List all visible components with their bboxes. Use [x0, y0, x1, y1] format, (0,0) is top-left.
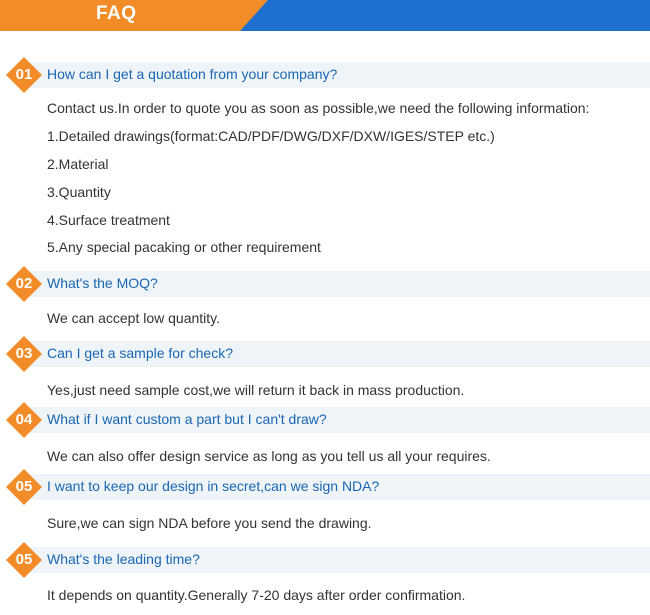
question-text: What if I want custom a part but I can't draw? — [47, 411, 327, 427]
number-badge — [6, 266, 42, 302]
answer-line: Sure,we can sign NDA before you send the drawing. — [47, 515, 372, 531]
question-text: What's the MOQ? — [47, 275, 158, 291]
answer-line: Contact us.In order to quote you as soon as possible,we need the following information: — [47, 100, 590, 116]
answer-line: Yes,just need sample cost,we will return it back in mass production. — [47, 382, 465, 398]
badge-number: 02 — [15, 275, 33, 292]
question-text: What's the leading time? — [47, 551, 200, 567]
answer-line: 2.Material — [47, 156, 109, 172]
answer-line: We can accept low quantity. — [47, 310, 221, 326]
number-badge — [6, 469, 42, 505]
answer-line: 4.Surface treatment — [47, 212, 170, 228]
faq-header — [0, 0, 650, 31]
question-text: Can I get a sample for check? — [47, 345, 233, 361]
number-badge — [6, 402, 42, 438]
number-badge — [6, 336, 42, 372]
badge-number: 03 — [15, 345, 33, 362]
badge-number: 04 — [15, 411, 33, 428]
badge-number: 01 — [15, 66, 33, 83]
badge-number: 05 — [15, 478, 33, 495]
answer-line: 5.Any special pacaking or other requirement — [47, 239, 321, 255]
answer-line: 3.Quantity — [47, 184, 111, 200]
question-text: I want to keep our design in secret,can we sign NDA? — [47, 478, 380, 494]
answer-line: We can also offer design service as long as you tell us all your requires. — [47, 448, 491, 464]
answer-line: 1.Detailed drawings(format:CAD/PDF/DWG/DXF/DXW/IGES/STEP etc.) — [47, 128, 495, 144]
answer-line: It depends on quantity.Generally 7-20 days after order confirmation. — [47, 587, 466, 603]
page-title: FAQ — [96, 3, 137, 24]
badge-number: 05 — [15, 551, 33, 568]
number-badge — [6, 542, 42, 578]
number-badge — [6, 57, 42, 93]
question-text: How can I get a quotation from your company? — [47, 66, 338, 82]
